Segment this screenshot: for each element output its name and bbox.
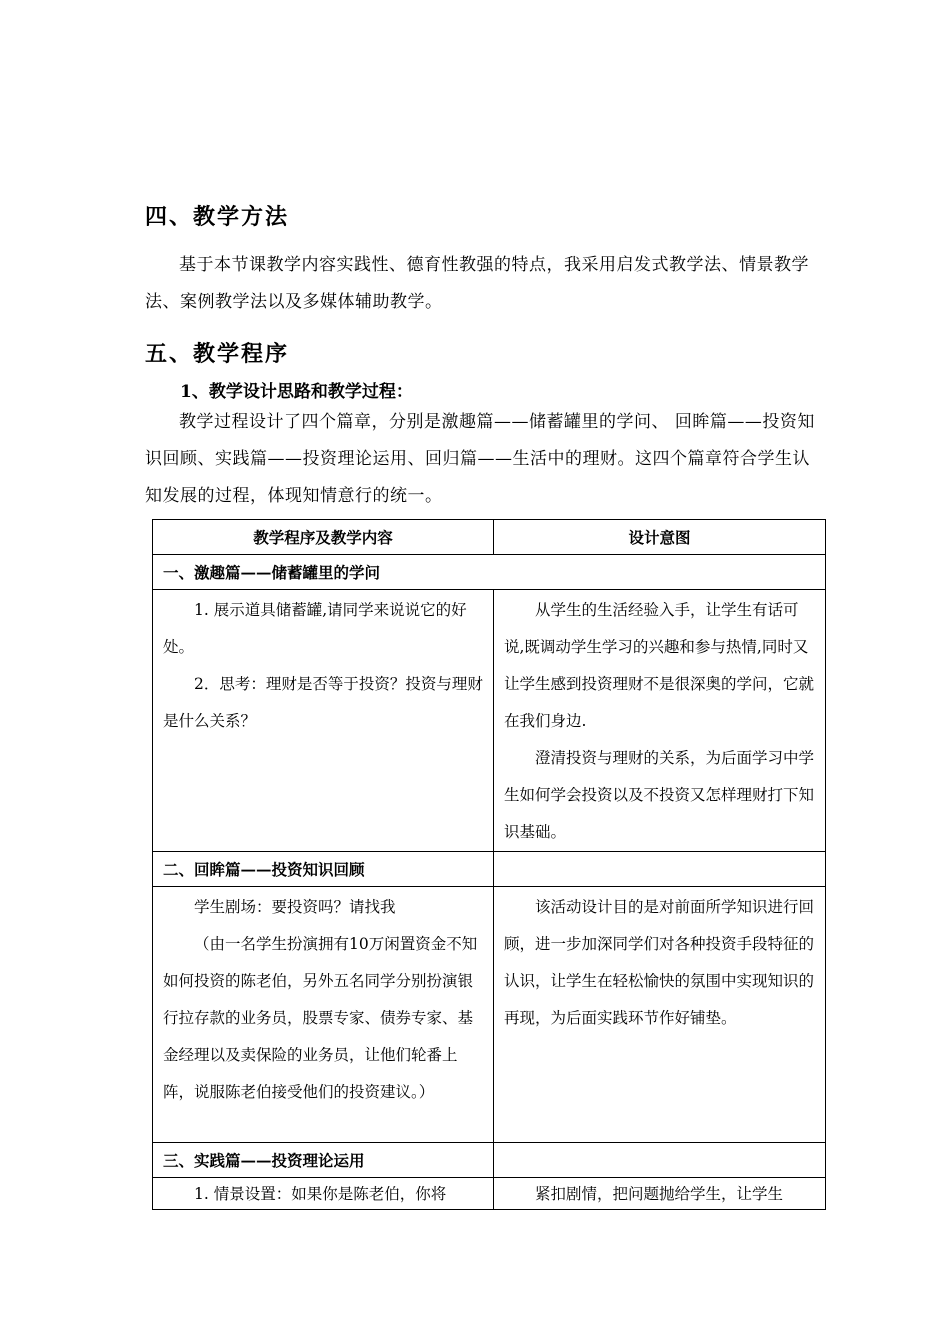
table-row (153, 1178, 826, 1210)
procedure-cell (153, 590, 494, 852)
table-header-row (153, 520, 826, 555)
table-row (153, 887, 826, 1143)
section4-paragraph: 基于本节课教学内容实践性、德育性教强的特点，我采用启发式教学法、情景教学法、案例教学法以及多媒体辅助教学。 (145, 255, 809, 312)
procedure-cell (153, 887, 494, 1143)
section5-heading: 五、教学程序 (145, 341, 290, 367)
procedure-text: （由一名学生扮演拥有10万闲置资金不知如何投资的陈老伯，另外五名同学分别扮演银行拉存款的业务员，股票专家、债券专家、基金经理以及卖保险的业务员，让他们轮番上阵，说服陈老伯接受他们的投资建议。） (163, 935, 478, 1101)
empty-cell (494, 852, 826, 887)
header-intent: 设计意图 (494, 520, 826, 555)
section5-paragraph: 教学过程设计了四个篇章，分别是激趣篇——储蓄罐里的学问、 回眸篇——投资知识回顾、实践篇——投资理论运用、回归篇——生活中的理财。这四个篇章符合学生认知发展的过程，体现知情意行的统一。 (145, 412, 815, 506)
section-title: 二、回眸篇——投资知识回顾 (153, 852, 494, 887)
section-title-row (153, 1143, 826, 1178)
section-title: 三、实践篇——投资理论运用 (153, 1143, 494, 1178)
procedure-cell (153, 1178, 494, 1210)
intent-text: 从学生的生活经验入手，让学生有话可说,既调动学生学习的兴趣和参与热情,同时又让学生感到投资理财不是很深奥的学问，它就在我们身边. (504, 601, 815, 730)
procedure-text: 2．思考：理财是否等于投资？投资与理财是什么关系？ (163, 675, 483, 730)
header-procedure: 教学程序及教学内容 (153, 520, 494, 555)
section4-heading: 四、教学方法 (145, 204, 290, 230)
intent-cell (494, 1178, 826, 1210)
section-title: 一、激趣篇——储蓄罐里的学问 (153, 555, 826, 590)
intent-cell (494, 590, 826, 852)
section-title-row (153, 555, 826, 590)
procedure-text: 学生剧场：要投资吗？请找我 (194, 898, 396, 916)
intent-text: 紧扣剧情，把问题抛给学生，让学生 (535, 1185, 784, 1203)
procedure-text: 1. 情景设置：如果你是陈老伯，你将 (194, 1185, 447, 1203)
table-row (153, 590, 826, 852)
procedure-text: 1. 展示道具储蓄罐,请同学来说说它的好处。 (163, 601, 467, 656)
section-title-row (153, 852, 826, 887)
teaching-procedure-table (152, 519, 826, 1210)
section5-subheading: 1、教学设计思路和教学过程： (180, 382, 413, 402)
intent-text: 澄清投资与理财的关系，为后面学习中学生如何学会投资以及不投资又怎样理财打下知识基础。 (504, 749, 815, 841)
intent-text: 该活动设计目的是对前面所学知识进行回顾，进一步加深同学们对各种投资手段特征的认识，让学生在轻松愉快的氛围中实现知识的再现，为后面实践环节作好铺垫。 (504, 898, 815, 1027)
empty-cell (494, 1143, 826, 1178)
intent-cell (494, 887, 826, 1143)
